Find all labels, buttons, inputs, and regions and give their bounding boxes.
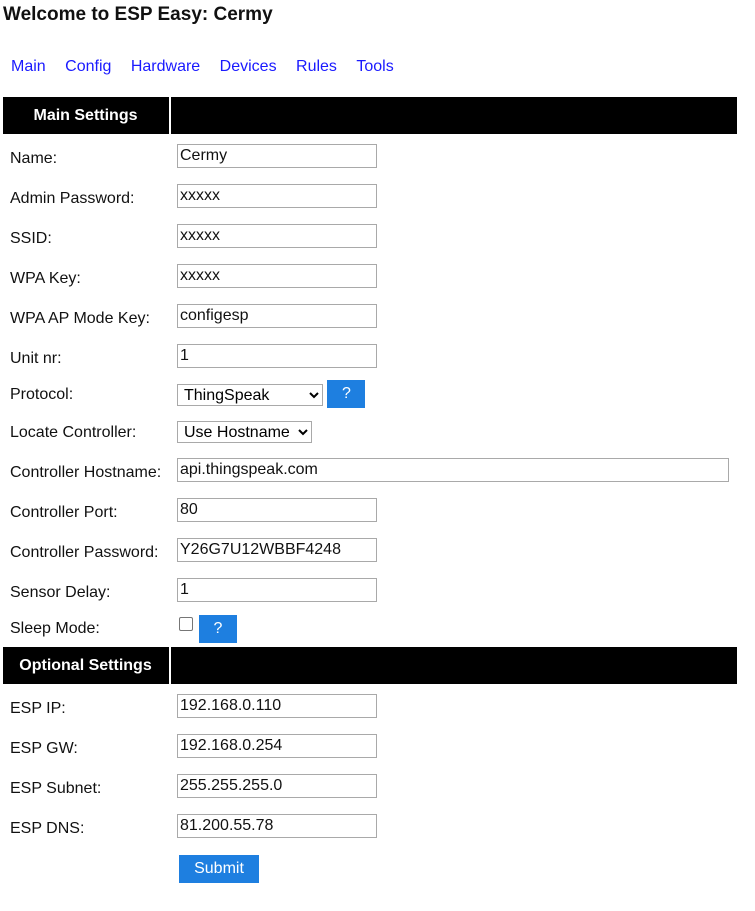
wpa-key-label: WPA Key:	[10, 270, 81, 287]
esp-gw-label: ESP GW:	[10, 740, 78, 757]
controller-port-input[interactable]	[177, 498, 377, 522]
admin-password-row	[0, 184, 755, 214]
esp-dns-input[interactable]	[177, 814, 377, 838]
controller-port-row	[0, 498, 755, 528]
esp-gw-row	[0, 734, 755, 764]
sleep-mode-row	[0, 615, 755, 645]
nav-devices[interactable]: Devices	[219, 58, 277, 75]
controller-hostname-row	[0, 458, 755, 488]
wpa-key-input[interactable]	[177, 264, 377, 288]
admin-password-input[interactable]	[177, 184, 377, 208]
sleep-mode-checkbox[interactable]	[179, 617, 193, 631]
header-divider	[169, 97, 171, 134]
main-settings-title: Main Settings	[33, 107, 138, 124]
esp-subnet-label: ESP Subnet:	[10, 780, 102, 797]
nav-rules[interactable]: Rules	[296, 58, 337, 75]
name-input[interactable]	[177, 144, 377, 168]
controller-hostname-label: Controller Hostname:	[10, 464, 162, 481]
esp-gw-input[interactable]	[177, 734, 377, 758]
wpa-ap-mode-key-label: WPA AP Mode Key:	[10, 310, 150, 327]
controller-password-row	[0, 538, 755, 568]
wpa-ap-mode-key-input[interactable]	[177, 304, 377, 328]
unit-nr-label: Unit nr:	[10, 350, 62, 367]
nav-main[interactable]: Main	[11, 58, 46, 75]
controller-hostname-input[interactable]	[177, 458, 729, 482]
admin-password-label: Admin Password:	[10, 190, 135, 207]
controller-port-label: Controller Port:	[10, 504, 118, 521]
nav-config[interactable]: Config	[65, 58, 112, 75]
protocol-select[interactable]	[177, 384, 323, 406]
controller-password-label: Controller Password:	[10, 544, 159, 561]
esp-ip-label: ESP IP:	[10, 700, 66, 717]
ssid-label: SSID:	[10, 230, 52, 247]
esp-subnet-row	[0, 774, 755, 804]
header-divider	[169, 647, 171, 684]
unit-nr-row	[0, 344, 755, 374]
sensor-delay-row	[0, 578, 755, 608]
ssid-row	[0, 224, 755, 254]
esp-dns-row	[0, 814, 755, 844]
submit-button[interactable]: Submit	[179, 855, 259, 883]
ssid-input[interactable]	[177, 224, 377, 248]
protocol-help-button[interactable]: ?	[327, 380, 365, 408]
esp-ip-input[interactable]	[177, 694, 377, 718]
esp-ip-row	[0, 694, 755, 724]
main-nav	[11, 57, 409, 77]
optional-settings-header	[3, 647, 737, 684]
optional-settings-title: Optional Settings	[19, 657, 152, 674]
locate-controller-select[interactable]	[177, 421, 312, 443]
sensor-delay-input[interactable]	[177, 578, 377, 602]
unit-nr-input[interactable]	[177, 344, 377, 368]
wpa-key-row	[0, 264, 755, 294]
sleep-mode-help-button[interactable]: ?	[199, 615, 237, 643]
name-label: Name:	[10, 150, 58, 167]
nav-tools[interactable]: Tools	[356, 58, 394, 75]
nav-hardware[interactable]: Hardware	[130, 58, 201, 75]
locate-controller-row	[0, 420, 755, 450]
page-title: Welcome to ESP Easy: Cermy	[3, 4, 273, 25]
sleep-mode-label: Sleep Mode:	[10, 620, 100, 637]
wpa-ap-mode-key-row	[0, 304, 755, 334]
sensor-delay-label: Sensor Delay:	[10, 584, 111, 601]
name-row	[0, 144, 755, 174]
controller-password-input[interactable]	[177, 538, 377, 562]
esp-dns-label: ESP DNS:	[10, 820, 85, 837]
protocol-label: Protocol:	[10, 386, 74, 403]
esp-subnet-input[interactable]	[177, 774, 377, 798]
locate-controller-label: Locate Controller:	[10, 424, 137, 441]
main-settings-header	[3, 97, 737, 134]
protocol-row	[0, 380, 755, 410]
